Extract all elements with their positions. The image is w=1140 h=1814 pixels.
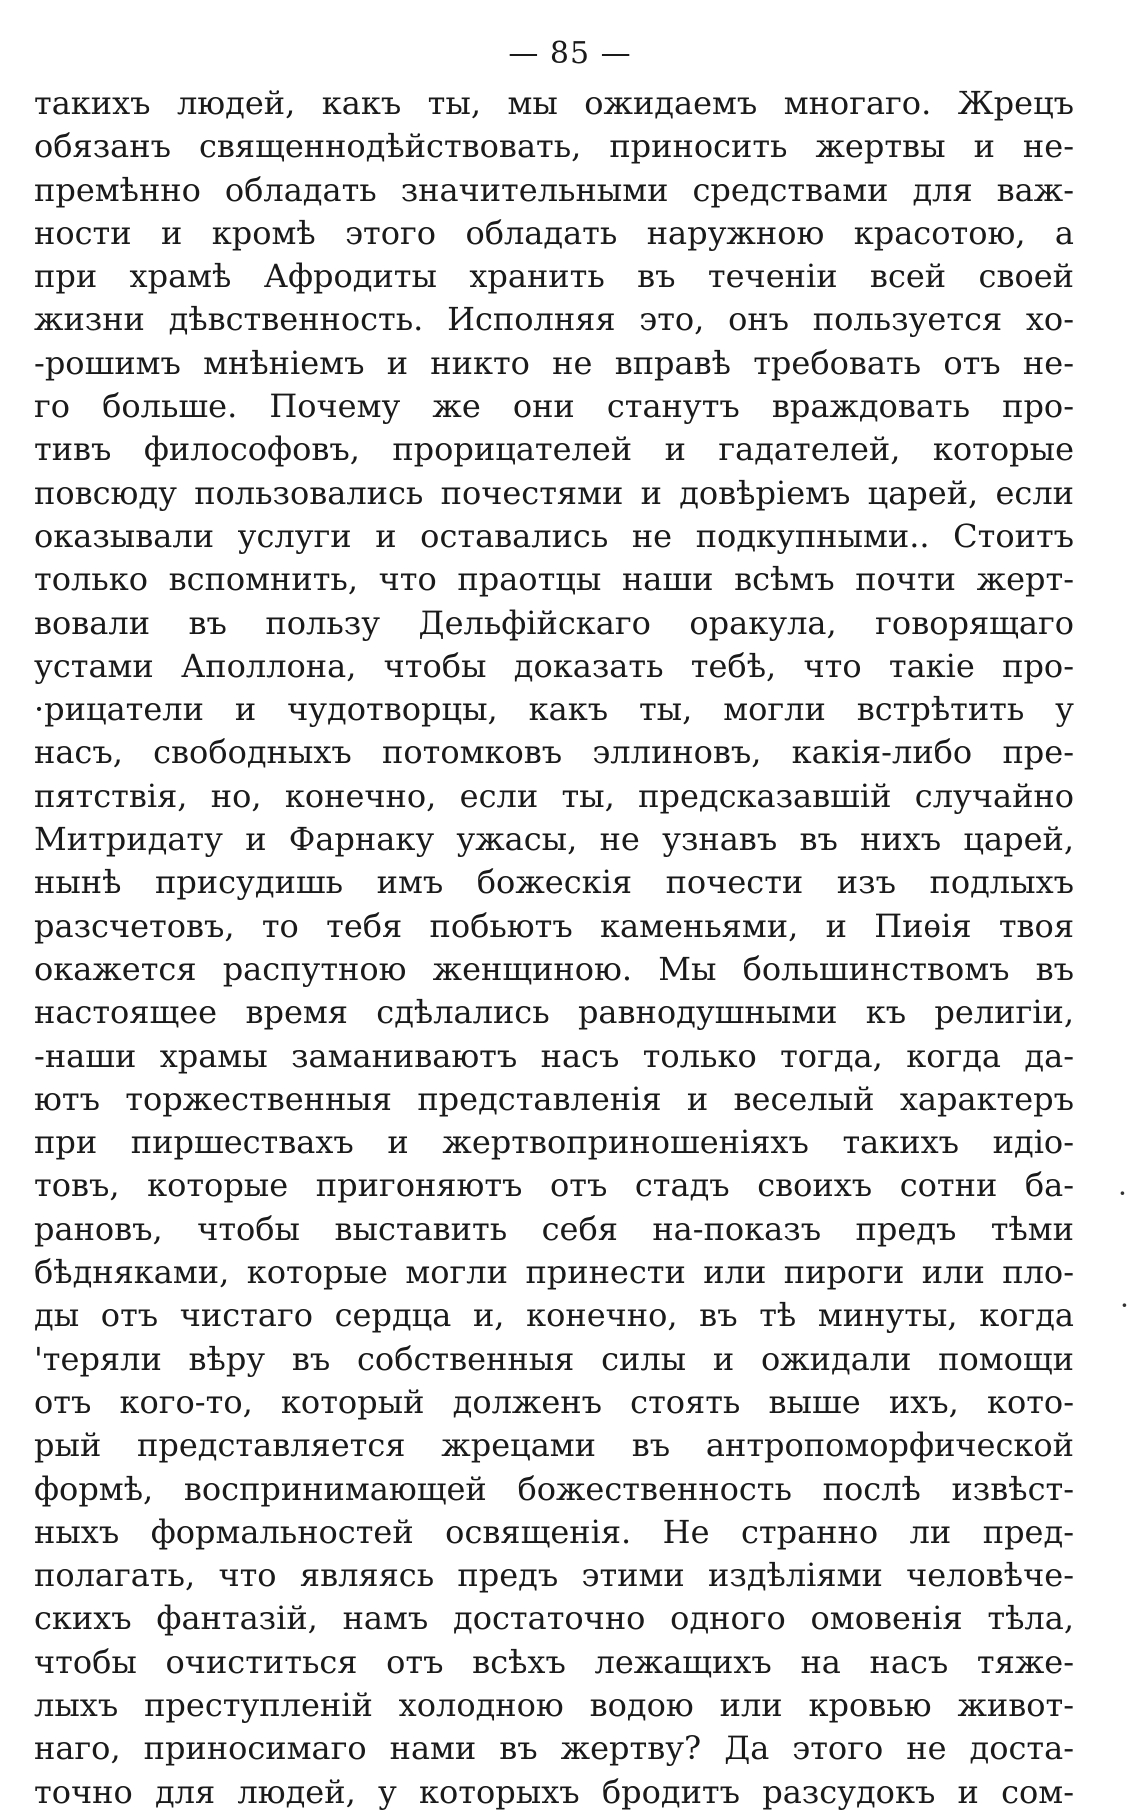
text-line: премѣнно обладать значительными средствами для важ- (34, 170, 1074, 209)
text-line: наго, приносимаго нами въ жертву? Да этого не доста- (34, 1729, 1074, 1768)
page-number: — 85 — (508, 36, 632, 71)
text-line: при пиршествахъ и жертвоприношеніяхъ такихъ идіо- (34, 1123, 1074, 1162)
text-line: ности и кромѣ этого обладать наружною красотою, а (34, 213, 1074, 252)
text-line: рый представляется жрецами въ антропоморфической (34, 1426, 1074, 1465)
text-line: бѣдняками, которые могли принести или пироги или пло- (34, 1253, 1074, 1292)
text-line: только вспомнить, что праотцы наши всѣмъ почти жерт- (34, 560, 1074, 599)
text-line: вовали въ пользу Дельфійскаго оракула, говорящаго (34, 603, 1074, 642)
text-line: нынѣ присудишь имъ божескія почести изъ подлыхъ (34, 863, 1074, 902)
text-line: лыхъ преступленій холодною водою или кровью живот- (34, 1685, 1074, 1724)
text-line: скихъ фантазій, намъ достаточно одного омовенія тѣла, (34, 1599, 1074, 1638)
margin-mark: · (1118, 1177, 1127, 1210)
text-line: отъ кого-то, который долженъ стоять выше ихъ, кото- (34, 1382, 1074, 1421)
text-line: устами Аполлона, чтобы доказать тебѣ, что такіе про- (34, 646, 1074, 685)
text-line: оказывали услуги и оставались не подкупными.. Стоитъ (34, 516, 1074, 555)
text-line: жизни дѣвственность. Исполняя это, онъ пользуется хо- (34, 300, 1074, 339)
text-line: формѣ, воспринимающей божественность послѣ извѣст- (34, 1469, 1074, 1508)
text-line: товъ, которые пригоняютъ отъ стадъ своихъ сотни ба- (34, 1166, 1074, 1205)
text-line: насъ, свободныхъ потомковъ эллиновъ, какія-либо пре- (34, 733, 1074, 772)
text-line: обязанъ священнодѣйствовать, приносить жертвы и не- (34, 127, 1074, 166)
text-line: Митридату и Фарнаку ужасы, не узнавъ въ нихъ царей, (34, 820, 1074, 859)
text-line: пятствія, но, конечно, если ты, предсказавшій случайно (34, 776, 1074, 815)
text-line: полагать, что являясь предъ этими издѣліями человѣче- (34, 1556, 1074, 1595)
text-line: ды отъ чистаго сердца и, конечно, въ тѣ минуты, когда (34, 1296, 1074, 1335)
text-line: точно для людей, у которыхъ бродитъ разсудокъ и сом- (34, 1772, 1074, 1811)
text-line: го больше. Почему же они станутъ враждовать про- (34, 387, 1074, 426)
text-line: ныхъ формальностей освященія. Не странно ли пред- (34, 1512, 1074, 1551)
text-line: ·рицатели и чудотворцы, какъ ты, могли встрѣтить у (34, 690, 1074, 729)
text-line: -наши храмы заманиваютъ насъ только тогда, когда да- (34, 1036, 1074, 1075)
text-line: тивъ философовъ, прорицателей и гадателей, которые (34, 430, 1074, 469)
text-line: разсчетовъ, то тебя побьютъ каменьями, и Пиѳія твоя (34, 906, 1074, 945)
body-text (34, 82, 1074, 1814)
text-line: рановъ, чтобы выставить себя на-показъ предъ тѣми (34, 1209, 1074, 1248)
margin-mark: · (1120, 1289, 1129, 1322)
text-line: повсюду пользовались почестями и довѣріемъ царей, если (34, 473, 1074, 512)
text-line: при храмѣ Афродиты хранить въ теченіи всей своей (34, 257, 1074, 296)
text-line: -рошимъ мнѣніемъ и никто не вправѣ требовать отъ не- (34, 343, 1074, 382)
text-line: такихъ людей, какъ ты, мы ожидаемъ многаго. Жрецъ (34, 84, 1074, 122)
text-line: чтобы очиститься отъ всѣхъ лежащихъ на насъ тяже- (34, 1642, 1074, 1681)
text-line: ютъ торжественныя представленія и веселый характеръ (34, 1079, 1074, 1118)
text-line: настоящее время сдѣлались равнодушными къ религіи, (34, 993, 1074, 1032)
text-line: 'теряли вѣру въ собственныя силы и ожидали помощи (34, 1339, 1074, 1378)
text-line: окажется распутною женщиною. Мы большинствомъ въ (34, 949, 1074, 988)
